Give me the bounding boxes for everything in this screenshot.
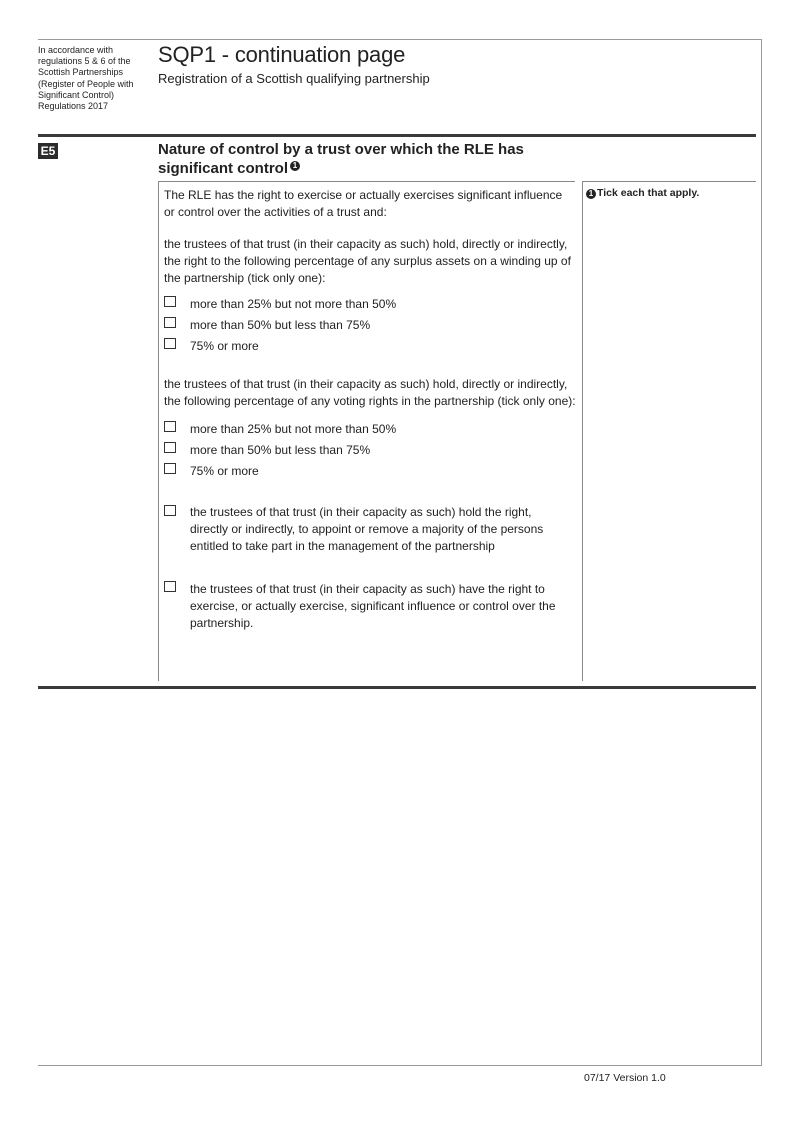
section-title-text: Nature of control by a trust over which the RLE has significant control [158,141,524,177]
surplus-option-2-checkbox[interactable] [164,317,176,328]
top-rule [38,39,762,40]
version-label: 07/17 Version 1.0 [584,1072,666,1084]
appoint-remove-checkbox[interactable] [164,505,176,516]
info-icon: 1 [290,161,300,171]
significant-influence-label: the trustees of that trust (in their capacity as such) have the right to exercise, or actually exercise, significant influence or control over the partnership. [190,582,556,630]
voting-option-2-checkbox[interactable] [164,442,176,453]
voting-option-3-checkbox[interactable] [164,463,176,474]
page-title: SQP1 - continuation page [158,42,406,67]
section-bottom-rule [38,686,756,689]
regulation-note: In accordance with regulations 5 & 6 of the Scottish Partnerships (Register of People with Significant Control) Regulations 2017 [38,45,134,112]
significant-influence-checkbox[interactable] [164,581,176,592]
right-border [761,39,762,1066]
footer-rule [38,1065,762,1066]
tip-note [586,187,699,199]
section-code-badge: E5 [38,143,58,159]
form-right-border [582,181,583,681]
voting-option-1-label: more than 25% but not more than 50% [190,422,397,436]
surplus-option-3-checkbox[interactable] [164,338,176,349]
voting-rights-intro: the trustees of that trust (in their capacity as such) hold, directly or indirectly, the following percentage of any voting rights in the partnership (tick only one): [164,377,576,408]
surplus-option-2-label: more than 50% but less than 75% [190,318,371,332]
section-top-rule [38,134,756,137]
form-left-border [158,181,159,681]
tip-text: Tick each that apply. [597,187,700,199]
voting-option-1-checkbox[interactable] [164,421,176,432]
info-icon: 1 [586,189,596,199]
surplus-option-1-checkbox[interactable] [164,296,176,307]
form-top-rule [158,181,575,182]
surplus-option-3-label: 75% or more [190,339,259,353]
surplus-assets-intro: the trustees of that trust (in their capacity as such) hold, directly or indirectly, the right to the following percentage of any surplus assets on a winding up of the partnership (tick only one): [164,237,571,285]
surplus-option-1-label: more than 25% but not more than 50% [190,297,397,311]
sidebar-top-rule [582,181,756,182]
voting-option-2-label: more than 50% but less than 75% [190,443,371,457]
voting-option-3-label: 75% or more [190,464,259,478]
page-subtitle: Registration of a Scottish qualifying partnership [158,71,430,86]
intro-text: The RLE has the right to exercise or actually exercises significant influence or control over the activities of a trust and: [164,188,563,219]
section-title [158,140,558,178]
appoint-remove-label: the trustees of that trust (in their capacity as such) hold the right, directly or indirectly, to appoint or remove a majority of the persons entitled to take part in the management of the partnership [190,505,544,553]
